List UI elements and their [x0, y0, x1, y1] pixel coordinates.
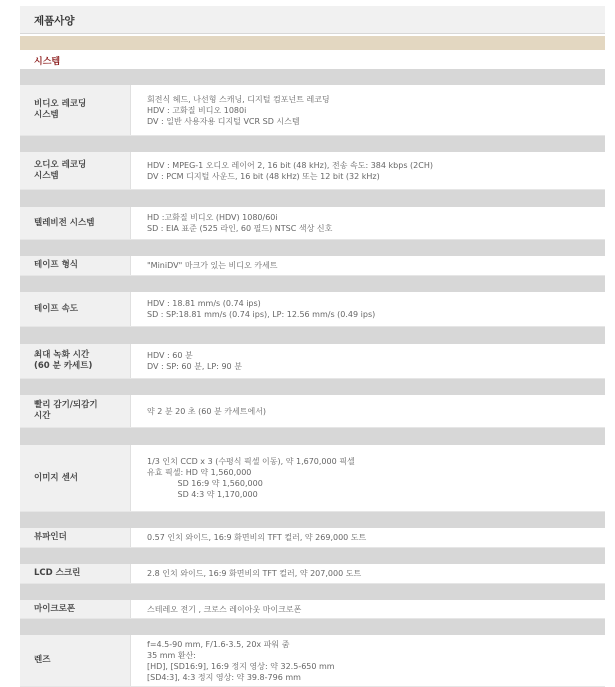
spec-value-line: HDV : 고화질 비디오 1080i — [147, 105, 247, 115]
spec-label-line: 빨리 감기/되감기 — [34, 400, 98, 410]
spec-label-line: 오디오 레코딩 — [34, 159, 87, 170]
spec-label — [20, 152, 131, 189]
spec-value-line: HDV : 18.81 mm/s (0.74 ips) — [147, 299, 261, 308]
spec-value-line: DV : PCM 디지털 사운드, 16 bit (48 kHz) 또는 12 bit (32 kHz) — [147, 171, 380, 181]
spec-value — [131, 395, 605, 427]
spec-label — [20, 292, 131, 326]
spec-table — [20, 69, 605, 687]
spec-label-line: 시스템 — [34, 110, 59, 120]
row-separator — [20, 619, 605, 635]
spec-row — [20, 635, 605, 687]
row-separator — [20, 327, 605, 344]
spec-label-line: LCD 스크린 — [34, 568, 81, 578]
spec-value-line: 유효 픽셀: HD 약 1,560,000 — [147, 468, 252, 477]
row-separator — [20, 512, 605, 528]
spec-row — [20, 85, 605, 136]
spec-value-line: DV : 일반 사용자용 디지털 VCR SD 시스템 — [147, 116, 300, 126]
spec-value-line: SD : SP:18.81 mm/s (0.74 ips), LP: 12.56 mm/s (0.49 ips) — [147, 310, 376, 319]
spec-label — [20, 344, 131, 378]
spec-value — [131, 528, 605, 547]
spec-value-line: 2.8 인치 와이드, 16:9 화면비의 TFT 컬러, 약 207,000 도트 — [147, 569, 362, 578]
spec-label-line: 텔레비전 시스템 — [34, 217, 95, 228]
spec-label-line: 이미지 센서 — [34, 472, 79, 483]
spec-value-line: 0.57 인치 와이드, 16:9 화면비의 TFT 컬러, 약 269,000 도트 — [147, 533, 367, 542]
spec-label-line: (60 분 카세트) — [34, 361, 93, 371]
spec-value-line: SD 4:3 약 1,170,000 — [147, 490, 258, 499]
row-separator — [20, 379, 605, 395]
spec-value-line: [HD], [SD16:9], 16:9 정지 영상: 약 32.5-650 mm — [147, 661, 335, 671]
page-title: 제품사양 — [34, 15, 75, 27]
spec-row — [20, 395, 605, 428]
spec-value — [131, 152, 605, 189]
spec-value — [131, 207, 605, 239]
spec-row — [20, 152, 605, 190]
row-separator — [20, 548, 605, 564]
spec-value-line: DV : SP: 60 분, LP: 90 분 — [147, 362, 242, 371]
spec-label — [20, 635, 131, 686]
spec-value — [131, 445, 605, 511]
spec-value-line: HDV : MPEG-1 오디오 레이어 2, 16 bit (48 kHz), 전송 속도: 384 kbps (2CH) — [147, 160, 433, 170]
row-separator — [20, 276, 605, 292]
row-separator — [20, 136, 605, 152]
spec-value-line: HD :고화질 비디오 (HDV) 1080/60i — [147, 213, 278, 222]
spec-label — [20, 445, 131, 511]
spec-label-line: 렌즈 — [34, 655, 51, 665]
row-separator — [20, 428, 605, 445]
spec-value — [131, 85, 605, 135]
row-separator — [20, 69, 605, 85]
spec-value — [131, 635, 605, 686]
spec-value-line: "MiniDV" 마크가 있는 비디오 카세트 — [147, 261, 278, 270]
row-separator — [20, 584, 605, 600]
spec-value — [131, 564, 605, 583]
row-separator — [20, 240, 605, 256]
spec-label — [20, 395, 131, 427]
spec-row — [20, 445, 605, 512]
spec-label-line: 시스템 — [34, 170, 59, 181]
row-separator — [20, 190, 605, 207]
spec-label-line: 뷰파인더 — [34, 532, 67, 542]
spec-value-line: 35 mm 환산: — [147, 650, 197, 660]
spec-value-line: 스테레오 전기 , 크로스 레이아웃 마이크로폰 — [147, 604, 302, 614]
spec-label-line: 최대 녹화 시간 — [34, 350, 90, 360]
spec-label — [20, 564, 131, 583]
spec-label — [20, 85, 131, 135]
spec-value-line: 약 2 분 20 초 (60 분 카세트에서) — [147, 406, 267, 416]
spec-row — [20, 344, 605, 379]
spec-label — [20, 600, 131, 618]
spec-value-line: 1/3 인치 CCD x 3 (수평식 픽셀 이동), 약 1,670,000 픽셀 — [147, 457, 355, 466]
section-title: 시스템 — [34, 57, 61, 67]
spec-label-line: 테이프 형식 — [34, 260, 79, 270]
spec-value-line: [SD4:3], 4:3 정지 영상: 약 39.8-796 mm — [147, 672, 301, 682]
spec-label — [20, 256, 131, 275]
spec-value-line: f=4.5-90 mm, F/1.6-3.5, 20x 파워 줌 — [147, 639, 290, 649]
spec-header — [20, 6, 605, 34]
spec-value — [131, 600, 605, 618]
spec-label-line: 테이프 속도 — [34, 303, 79, 314]
spec-value-line: SD : EIA 표준 (525 라인, 60 필드) NTSC 색상 신호 — [147, 224, 333, 233]
spec-row — [20, 207, 605, 240]
spec-value — [131, 292, 605, 326]
spec-label — [20, 207, 131, 239]
spec-label-line: 비디오 레코딩 — [34, 99, 87, 109]
spec-value-line: 회전식 헤드, 나선형 스캐닝, 디지털 컴포넌트 레코딩 — [147, 94, 330, 104]
spec-row — [20, 292, 605, 327]
spec-value-line: HDV : 60 분 — [147, 351, 193, 360]
spec-value-line: SD 16:9 약 1,560,000 — [147, 479, 263, 488]
spec-row — [20, 600, 605, 619]
spec-value — [131, 256, 605, 275]
spec-label-line: 마이크로폰 — [34, 603, 76, 614]
spec-row — [20, 528, 605, 548]
spec-row — [20, 564, 605, 584]
section-heading — [20, 50, 605, 70]
spec-value — [131, 344, 605, 378]
spec-label-line: 시간 — [34, 411, 51, 421]
section-divider-bar — [20, 36, 605, 50]
spec-row — [20, 256, 605, 276]
spec-label — [20, 528, 131, 547]
